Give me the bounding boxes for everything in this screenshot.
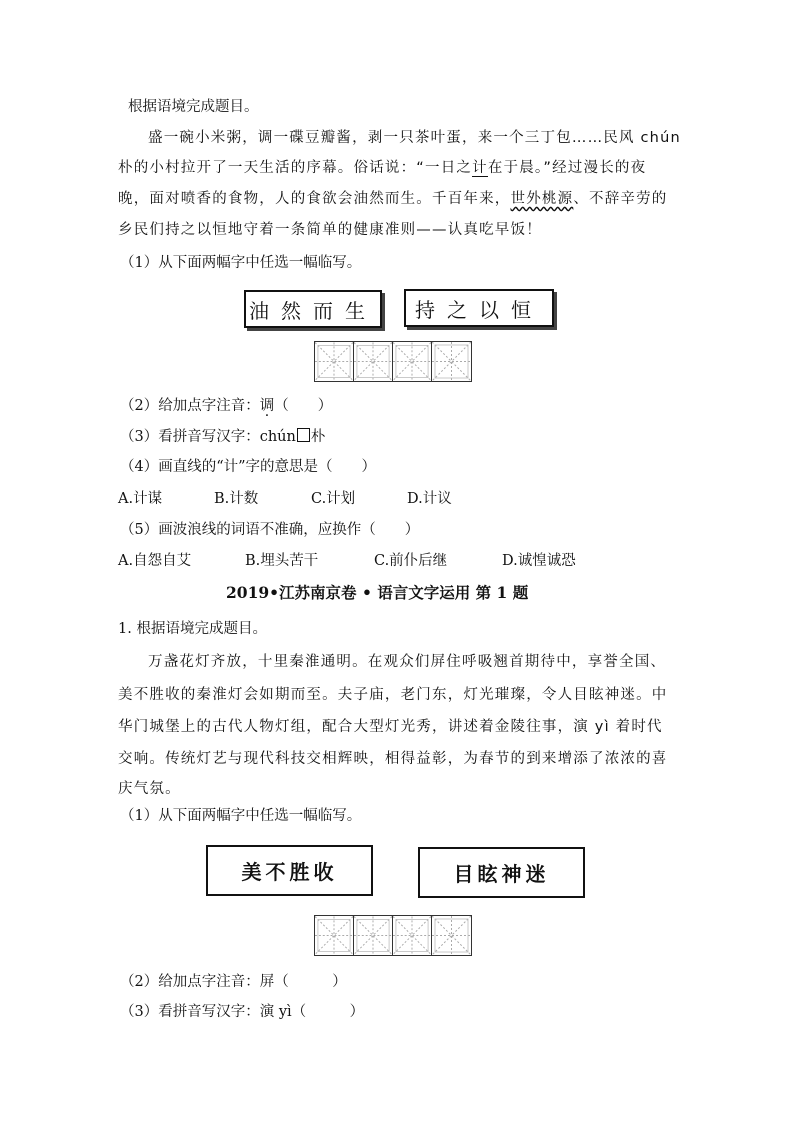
grid-cell[interactable] — [315, 916, 354, 955]
q1-4: （4）画直线的“计”字的意思是（ ） — [120, 459, 377, 475]
q1-4-option-b[interactable]: B.计数 — [214, 491, 259, 507]
dotted-char: 调 — [259, 398, 275, 414]
heading-1: 根据语境完成题目。 — [128, 99, 259, 115]
para1-line2: 朴的小村拉开了一天生活的序幕。俗话说：“一日之计在于晨。”经过漫长的夜 — [118, 160, 647, 176]
grid-cell[interactable] — [393, 916, 432, 955]
section-title: 2019•江苏南京卷 • 语言文字运用 第 1 题 — [226, 583, 529, 602]
para2-line5: 庆气氛。 — [118, 781, 181, 797]
copy-sample-a: 油然而生 — [244, 290, 382, 328]
grid-cell[interactable] — [315, 342, 354, 381]
para2-line3: 华门城堡上的古代人物灯组，配合大型灯光秀，讲述着金陵往事，演 yì 着时代 — [118, 719, 663, 735]
blank-box[interactable] — [297, 428, 310, 442]
q1-2: （2）给加点字注音：调（ ） — [120, 398, 333, 414]
para2-line2: 美不胜收的秦淮灯会如期而至。夫子庙，老门东，灯光璀璨，令人目眩神迷。中 — [118, 687, 668, 703]
grid-cell[interactable] — [432, 916, 471, 955]
q1-4-option-a[interactable]: A.计谋 — [118, 491, 163, 507]
q1-5-option-a[interactable]: A.自怨自艾 — [118, 553, 192, 569]
q1-1: （1）从下面两幅字中任选一幅临写。 — [120, 255, 362, 271]
copy-sample-d: 目眩神迷 — [418, 847, 585, 898]
wavy-word: 世外桃源 — [510, 191, 574, 207]
grid-cell[interactable] — [393, 342, 432, 381]
q1-3: （3）看拼音写汉字：chún 朴 — [120, 429, 326, 445]
q1-5-option-b[interactable]: B.埋头苦干 — [245, 553, 319, 569]
copy-sample-c: 美不胜收 — [206, 845, 373, 896]
grid-cell[interactable] — [432, 342, 471, 381]
underlined-ji: 计 — [472, 160, 488, 176]
para1-line1: 盛一碗小米粥，调一碟豆瓣酱，剥一只茶叶蛋，来一个三丁包……民风 chún — [148, 130, 681, 146]
grid-cell[interactable] — [354, 916, 393, 955]
q2-2: （2）给加点字注音：屏（ ） — [120, 974, 347, 990]
q2-3: （3）看拼音写汉字：演 yì（ ） — [120, 1004, 365, 1020]
q1-5: （5）画波浪线的词语不准确，应换作（ ） — [120, 522, 420, 538]
practice-grid-1[interactable] — [314, 341, 472, 382]
para2-line4: 交响。传统灯艺与现代科技交相辉映，相得益彰，为春节的到来增添了浓浓的喜 — [118, 751, 668, 767]
q1-4-option-c[interactable]: C.计划 — [311, 491, 356, 507]
copy-sample-b: 持之以恒 — [404, 289, 554, 327]
heading-2: 1. 根据语境完成题目。 — [118, 621, 267, 637]
q2-1: （1）从下面两幅字中任选一幅临写。 — [120, 808, 362, 824]
para2-line1: 万盏花灯齐放，十里秦淮通明。在观众们屏住呼吸翘首期待中，享誉全国、 — [148, 654, 667, 670]
q1-4-option-d[interactable]: D.计议 — [407, 491, 452, 507]
para1-line3: 晚，面对喷香的食物，人的食欲会油然而生。千百年来，世外桃源、不辞辛劳的 — [118, 191, 668, 207]
q1-5-option-c[interactable]: C.前仆后继 — [374, 553, 448, 569]
practice-grid-2[interactable] — [314, 915, 472, 956]
para1-line4: 乡民们持之以恒地守着一条简单的健康准则——认真吃早饭！ — [118, 222, 542, 238]
q1-5-option-d[interactable]: D.诚惶诚恐 — [502, 553, 576, 569]
grid-cell[interactable] — [354, 342, 393, 381]
